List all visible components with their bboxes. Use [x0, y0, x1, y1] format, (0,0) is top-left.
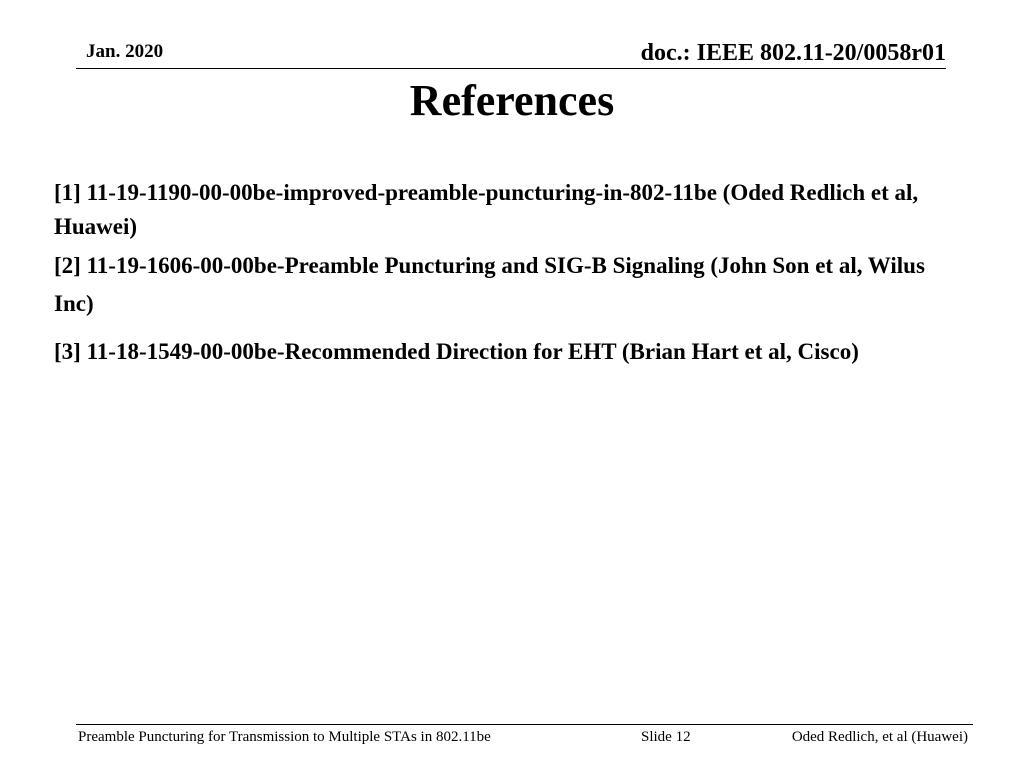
reference-item-3: [3] 11-18-1549-00-00be-Recommended Direction for EHT (Brian Hart et al, Cisco) [54, 339, 859, 364]
reference-item-1: [1] 11-19-1190-00-00be-improved-preamble-puncturing-in-802-11be (Oded Redlich et al, Huawei) [54, 180, 919, 239]
header-date: Jan. 2020 [86, 41, 164, 62]
slide-title: References [409, 76, 615, 125]
header-divider [76, 68, 946, 69]
footer-divider [76, 724, 973, 725]
footer-presentation-title: Preamble Puncturing for Transmission to Multiple STAs in 802.11be [78, 729, 491, 745]
footer-slide-number: Slide 12 [641, 729, 691, 745]
footer-author: Oded Redlich, et al (Huawei) [791, 729, 968, 745]
header-doc-id: doc.: IEEE 802.11-20/0058r01 [640, 40, 946, 66]
reference-item-2: [2] 11-19-1606-00-00be-Preamble Puncturing and SIG-B Signaling (John Son et al, Wilus Inc) [54, 253, 925, 316]
reference-list [54, 176, 954, 371]
